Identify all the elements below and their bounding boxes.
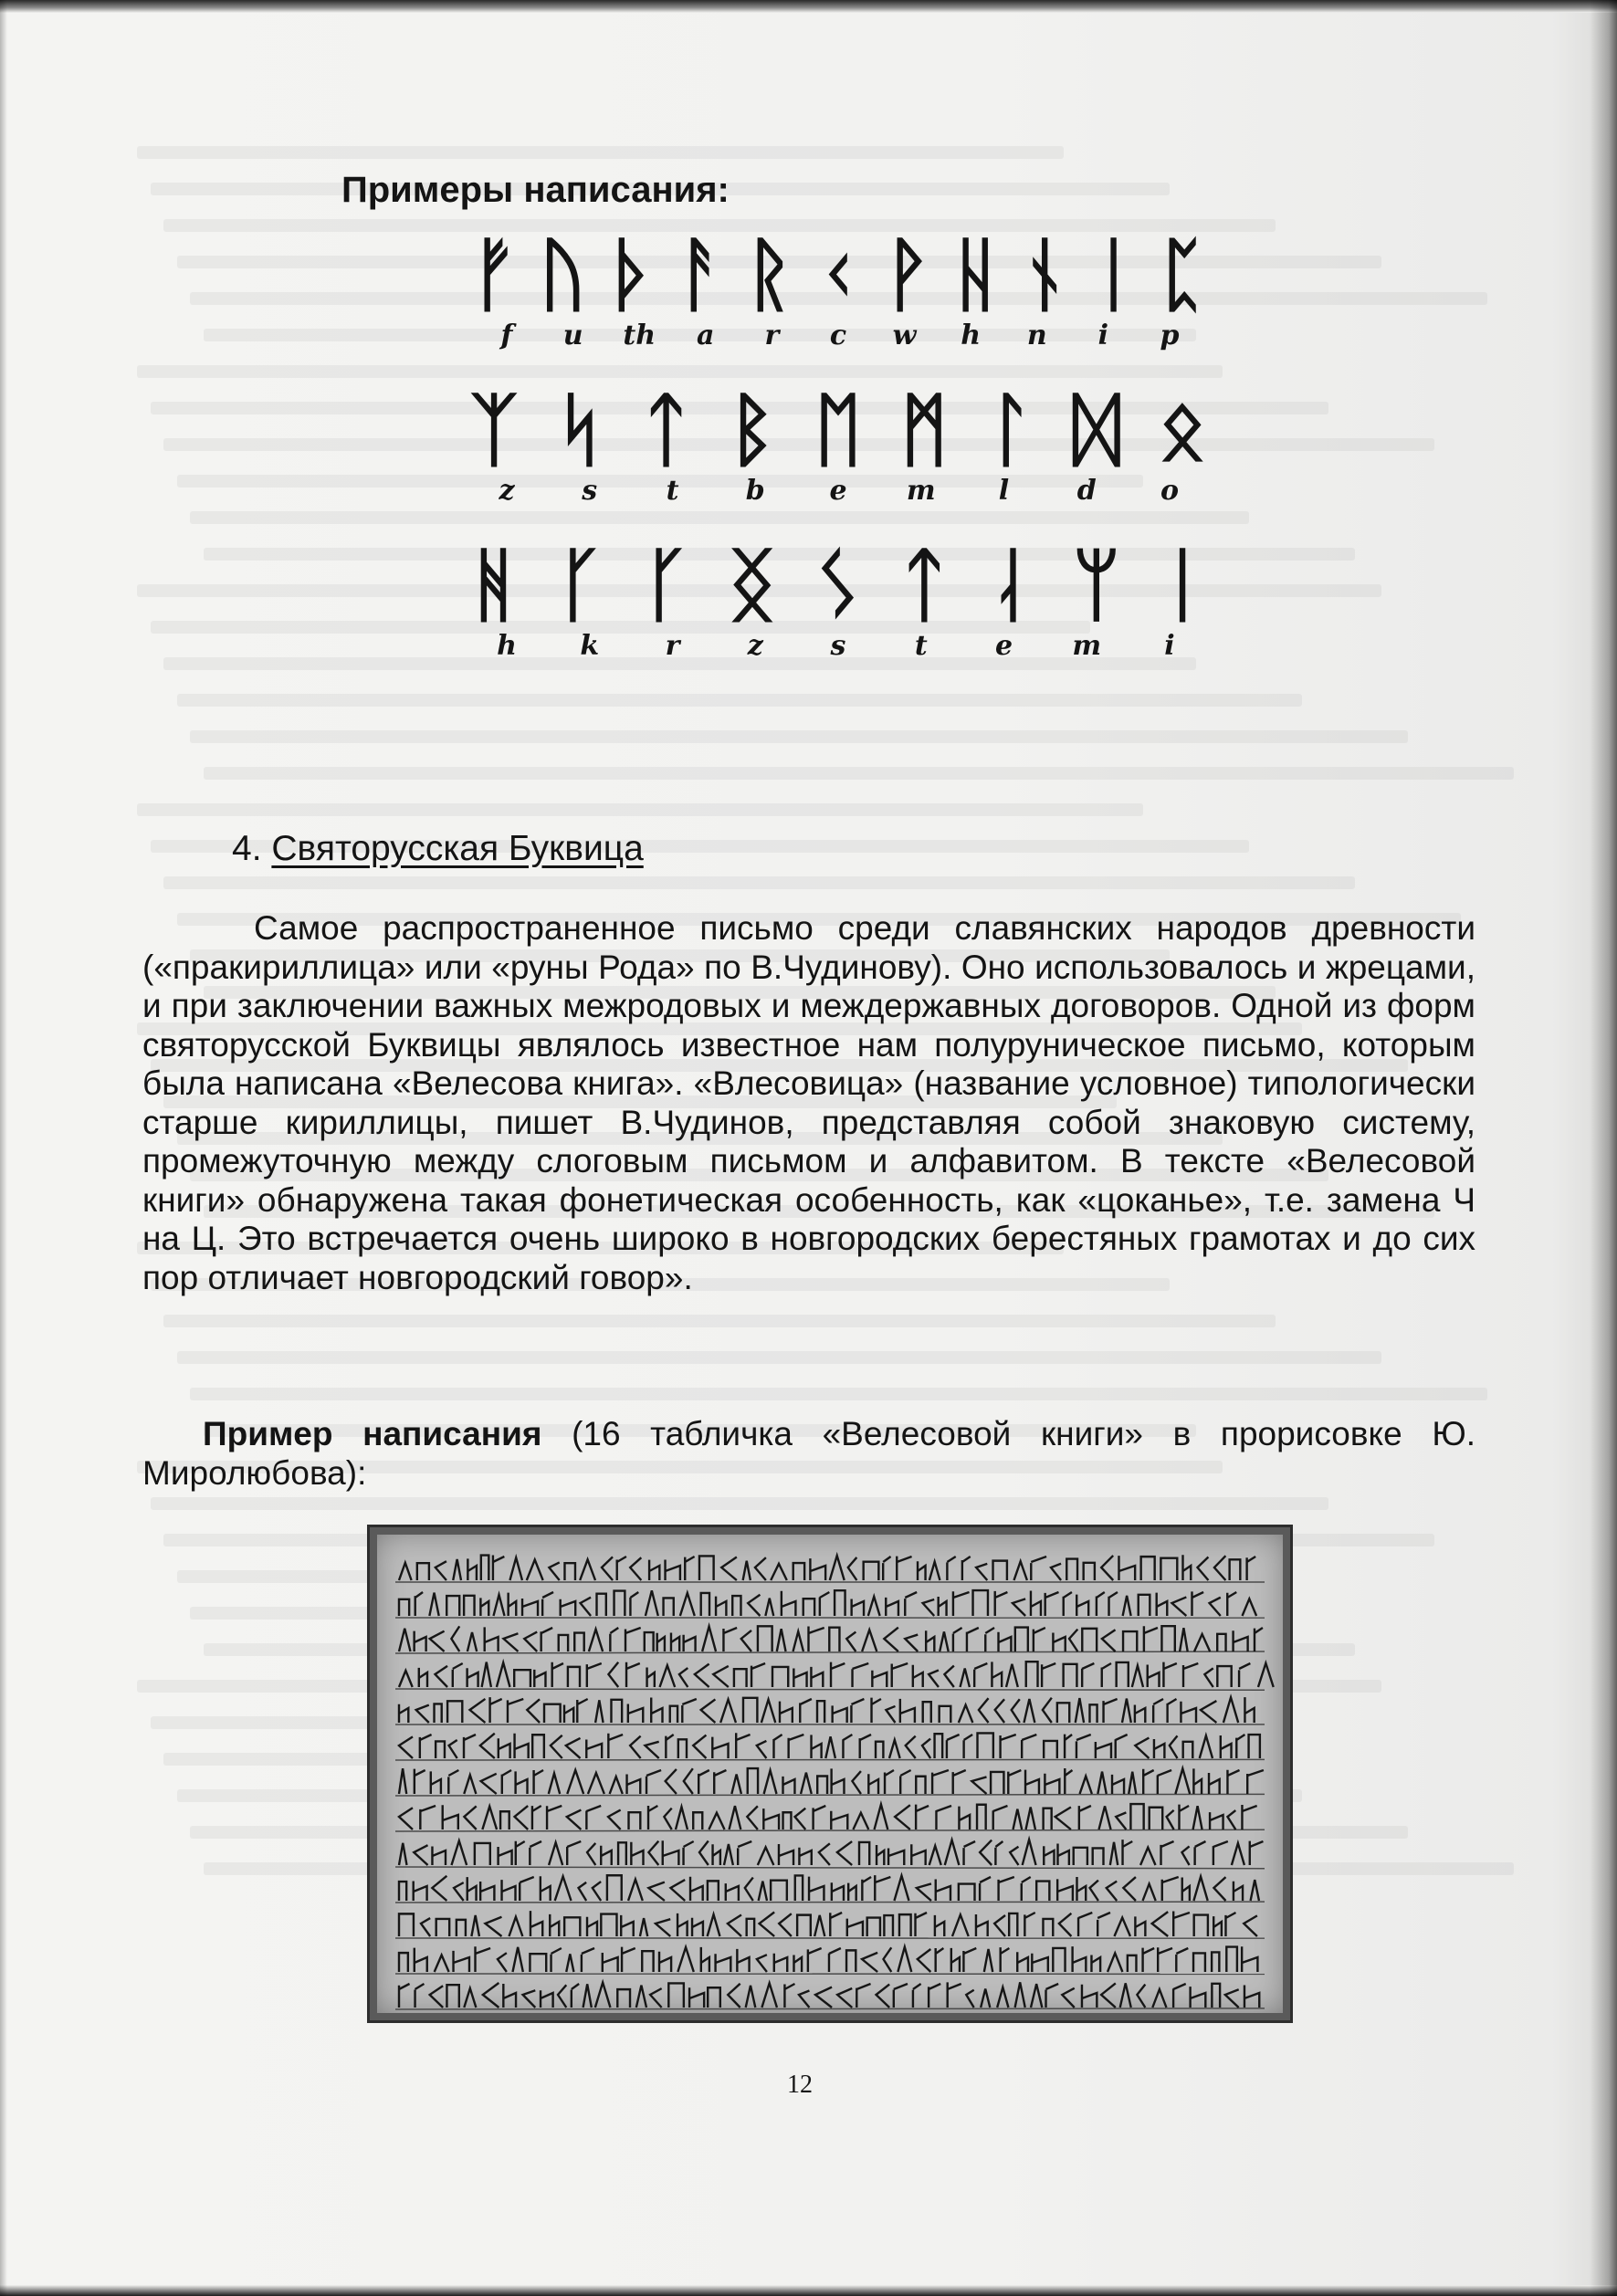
transliteration-letter: p	[1160, 320, 1180, 351]
body-paragraph: Самое распространенное письмо среди славянских народов древности («пракириллица» или «руны Рода» по В.Чудинову). Оно использовалось и жрецами, и при заключении важных межродовых и междержавных договоров. Одной из форм святорусской Буквицы являлось известное нам полуруническое письмо, которым была написана «Велесова книга». «Влесовица» (название условное) типологически старше кириллицы, пишет В.Чудинов, представляя собой знаковую систему, промежуточную между слоговым письмом и алфавитом. В тексте «Велесовой книги» обнаружена такая фонетическая особенность, как «цоканье», т.е. замена Ч на Ц. Это встречается очень широко в новгородских берестяных грамотах и до сих пор отличает новгородский говор».	[142, 909, 1475, 1296]
section-name: Святорусская Буквица	[271, 829, 644, 868]
rune-glyph: ᛈ	[1158, 226, 1207, 321]
rune-glyph: ᛘ	[1072, 537, 1121, 632]
rune-glyph: ᚢ	[538, 226, 587, 321]
rune-glyph: ᛝ	[728, 537, 777, 632]
transliteration-letter: a	[697, 320, 715, 351]
rune-row	[464, 537, 1213, 632]
rune-glyph: ᛗ	[899, 382, 949, 477]
transliteration-letter: z	[499, 475, 515, 507]
transliteration-row	[464, 628, 1213, 696]
rune-glyph: ᚱ	[745, 226, 793, 321]
rune-glyph: ᛖ	[814, 382, 863, 477]
rune-glyph: ᚺ	[951, 226, 1001, 321]
rune-glyph: ᛁ	[1089, 226, 1138, 321]
rune-glyph: ᛚ	[986, 382, 1034, 477]
rune-glyph: ᛆ	[986, 537, 1034, 632]
examples-heading: Примеры написания:	[341, 170, 730, 210]
transliteration-letter: t	[914, 630, 928, 662]
rune-glyph: ᚹ	[882, 226, 931, 321]
rune-glyph: ᛊ	[814, 537, 863, 632]
transliteration-row	[464, 318, 1213, 385]
transliteration-letter: o	[1160, 475, 1179, 507]
tablet-drawing-image	[367, 1525, 1293, 2023]
transliteration-letter: i	[1097, 320, 1109, 351]
example-caption	[142, 1415, 1475, 1493]
rune-glyph: ᚠ	[469, 226, 519, 321]
rune-glyph: ᚨ	[676, 226, 725, 321]
page-number: 12	[787, 2071, 813, 2099]
scan-edge-top	[0, 0, 1617, 13]
transliteration-letter: m	[1072, 630, 1102, 662]
transliteration-letter: h	[961, 320, 982, 351]
transliteration-letter: t	[666, 475, 679, 507]
rune-glyph: ᛏ	[642, 382, 690, 477]
rune-examples	[464, 226, 1213, 696]
rune-row	[464, 382, 1213, 477]
rune-glyph: ᚴ	[555, 537, 604, 632]
transliteration-letter: w	[892, 320, 917, 351]
transliteration-letter: c	[829, 320, 847, 351]
scan-edge-right	[1590, 0, 1617, 2296]
transliteration-letter: f	[500, 320, 513, 351]
rune-glyph: ᚲ	[814, 226, 863, 321]
transliteration-letter: b	[745, 475, 765, 507]
rune-glyph: ᛋ	[555, 382, 604, 477]
transliteration-letter: e	[994, 630, 1013, 662]
scan-edge-left	[0, 0, 7, 2296]
transliteration-letter: r	[764, 320, 780, 351]
transliteration-letter: s	[830, 630, 846, 662]
section-title	[232, 829, 644, 869]
rune-glyph: ᛒ	[728, 382, 777, 477]
transliteration-letter: l	[998, 475, 1010, 507]
transliteration-letter: d	[1076, 475, 1097, 507]
section-number: 4.	[232, 829, 262, 868]
transliteration-letter: th	[623, 320, 656, 351]
rune-glyph: ᛞ	[1072, 382, 1121, 477]
rune-glyph: ᛁ	[1158, 537, 1207, 632]
rune-glyph: ᚾ	[1020, 226, 1069, 321]
rune-glyph: ᚴ	[642, 537, 690, 632]
transliteration-letter: u	[562, 320, 583, 351]
rune-glyph: ᛉ	[469, 382, 519, 477]
transliteration-row	[464, 473, 1213, 540]
transliteration-letter: m	[906, 475, 936, 507]
rune-glyph: ᛏ	[899, 537, 949, 632]
transliteration-letter: r	[665, 630, 680, 662]
scan-edge-bottom	[0, 2285, 1617, 2296]
example-description: (16 табличка «Велесовой книги» в прорисовке Ю. Миролюбова):	[142, 1415, 1475, 1492]
transliteration-letter: h	[497, 630, 517, 662]
rune-glyph: ᛟ	[1158, 382, 1207, 477]
example-label: Пример написания	[203, 1415, 542, 1452]
transliteration-letter: e	[829, 475, 847, 507]
transliteration-letter: i	[1164, 630, 1175, 662]
rune-glyph: ᚻ	[469, 537, 519, 632]
transliteration-letter: k	[580, 630, 600, 662]
rune-row	[464, 226, 1213, 321]
rune-glyph: ᚦ	[607, 226, 656, 321]
transliteration-letter: z	[747, 630, 763, 662]
transliteration-letter: s	[582, 475, 598, 507]
transliteration-letter: n	[1026, 320, 1047, 351]
